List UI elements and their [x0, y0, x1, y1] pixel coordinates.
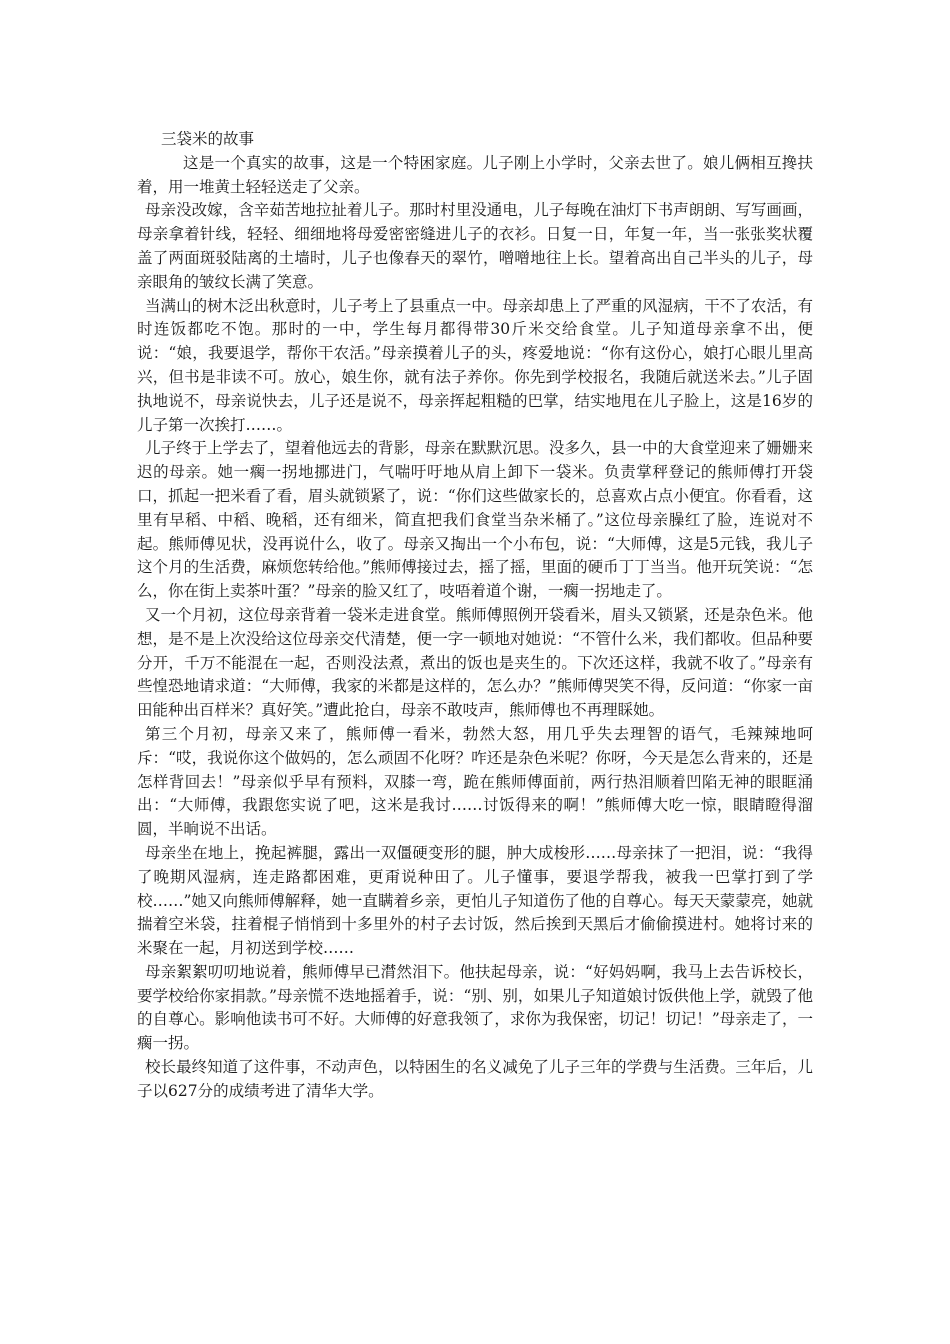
paragraph: 校长最终知道了这件事，不动声色，以特困生的名义减免了儿子三年的学费与生活费。三年后，儿子以627分的成绩考进了清华大学。 [137, 1058, 813, 1100]
paragraph: 儿子终于上学去了，望着他远去的背影，母亲在默默沉思。没多久，县一中的大食堂迎来了姗姗来迟的母亲。她一瘸一拐地挪进门，气喘吁吁地从肩上卸下一袋米。负责掌秤登记的熊师傅打开袋口，抓起一把米看了看，眉头就锁紧了，说：“你们这些做家长的，总喜欢占点小便宜。你看看，这里有早稻、中稻、晚稻，还有细米，简直把我们食堂当杂米桶了。”这位母亲臊红了脸，连说对不起。熊师傅见状，没再说什么，收了。母亲又掏出一个小布包，说：“大师傅，这是5元钱，我儿子这个月的生活费，麻烦您转给他。”熊师傅接过去，摇了摇，里面的硬币丁丁当当。他开玩笑说：“怎么，你在街上卖茶叶蛋？”母亲的脸又红了，吱唔着道个谢，一瘸一拐地走了。 [137, 439, 813, 601]
document-title: 三袋米的故事 [161, 130, 255, 148]
paragraph: 母亲没改嫁，含辛茹苦地拉扯着儿子。那时村里没通电，儿子每晚在油灯下书声朗朗、写写画画，母亲拿着针线，轻轻、细细地将母爱密密缝进儿子的衣衫。日复一日，年复一年，当一张张奖状覆盖了两面斑驳陆离的土墙时，儿子也像春天的翠竹，噌噌地往上长。望着高出自己半头的儿子，母亲眼角的皱纹长满了笑意。 [137, 201, 813, 291]
paragraph: 这是一个真实的故事，这是一个特困家庭。儿子刚上小学时，父亲去世了。娘儿俩相互搀扶着，用一堆黄土轻轻送走了父亲。 [137, 153, 813, 196]
document-page [137, 128, 813, 1104]
paragraph: 第三个月初，母亲又来了，熊师傅一看米，勃然大怒，用几乎失去理智的语气，毛辣辣地呵斥：“哎，我说你这个做妈的，怎么顽固不化呀？咋还是杂色米呢？你呀，今天是怎么背来的，还是怎样背回去！”母亲似乎早有预料，双膝一弯，跪在熊师傅面前，两行热泪顺着凹陷无神的眼眶涌出：“大师傅，我跟您实说了吧，这米是我讨……讨饭得来的啊！”熊师傅大吃一惊，眼睛瞪得溜圆，半晌说不出话。 [137, 724, 813, 839]
paragraph: 母亲坐在地上，挽起裤腿，露出一双僵硬变形的腿，肿大成梭形……母亲抹了一把泪，说：“我得了晚期风湿病，连走路都困难，更甭说种田了。儿子懂事，要退学帮我，被我一巴掌打到了学校……”她又向熊师傅解释，她一直瞒着乡亲，更怕儿子知道伤了他的自尊心。每天天蒙蒙亮，她就揣着空米袋，拄着棍子悄悄到十多里外的村子去讨饭，然后挨到天黑后才偷偷摸进村。她将讨来的米聚在一起，月初送到学校…… [137, 843, 813, 958]
paragraph: 又一个月初，这位母亲背着一袋米走进食堂。熊师傅照例开袋看米，眉头又锁紧，还是杂色米。他想，是不是上次没给这位母亲交代清楚，便一字一顿地对她说：“不管什么米，我们都收。但品种要分开，千万不能混在一起，否则没法煮，煮出的饭也是夹生的。下次还这样，我就不收了。”母亲有些惶恐地请求道：“大师傅，我家的米都是这样的，怎么办？”熊师傅哭笑不得，反问道：“你家一亩田能种出百样米？真好笑。”遭此抢白，母亲不敢吱声，熊师傅也不再理睬她。 [137, 605, 813, 720]
paragraph: 当满山的树木泛出秋意时，儿子考上了县重点一中。母亲却患上了严重的风湿病，干不了农活，有时连饭都吃不饱。那时的一中，学生每月都得带30斤米交给食堂。儿子知道母亲拿不出，便说：“娘，我要退学，帮你干农活。”母亲摸着儿子的头，疼爱地说：“你有这份心，娘打心眼儿里高兴，但书是非读不可。放心，娘生你，就有法子养你。你先到学校报名，我随后就送米去。”儿子固执地说不，母亲说快去，儿子还是说不，母亲挥起粗糙的巴掌，结实地甩在儿子脸上，这是16岁的儿子第一次挨打……。 [137, 296, 813, 434]
paragraph: 母亲絮絮叨叨地说着，熊师傅早已潸然泪下。他扶起母亲，说：“好妈妈啊，我马上去告诉校长，要学校给你家捐款。”母亲慌不迭地摇着手，说：“别、别，如果儿子知道娘讨饭供他上学，就毁了他的自尊心。影响他读书可不好。大师傅的好意我领了，求你为我保密，切记！切记！”母亲走了，一瘸一拐。 [137, 962, 813, 1053]
